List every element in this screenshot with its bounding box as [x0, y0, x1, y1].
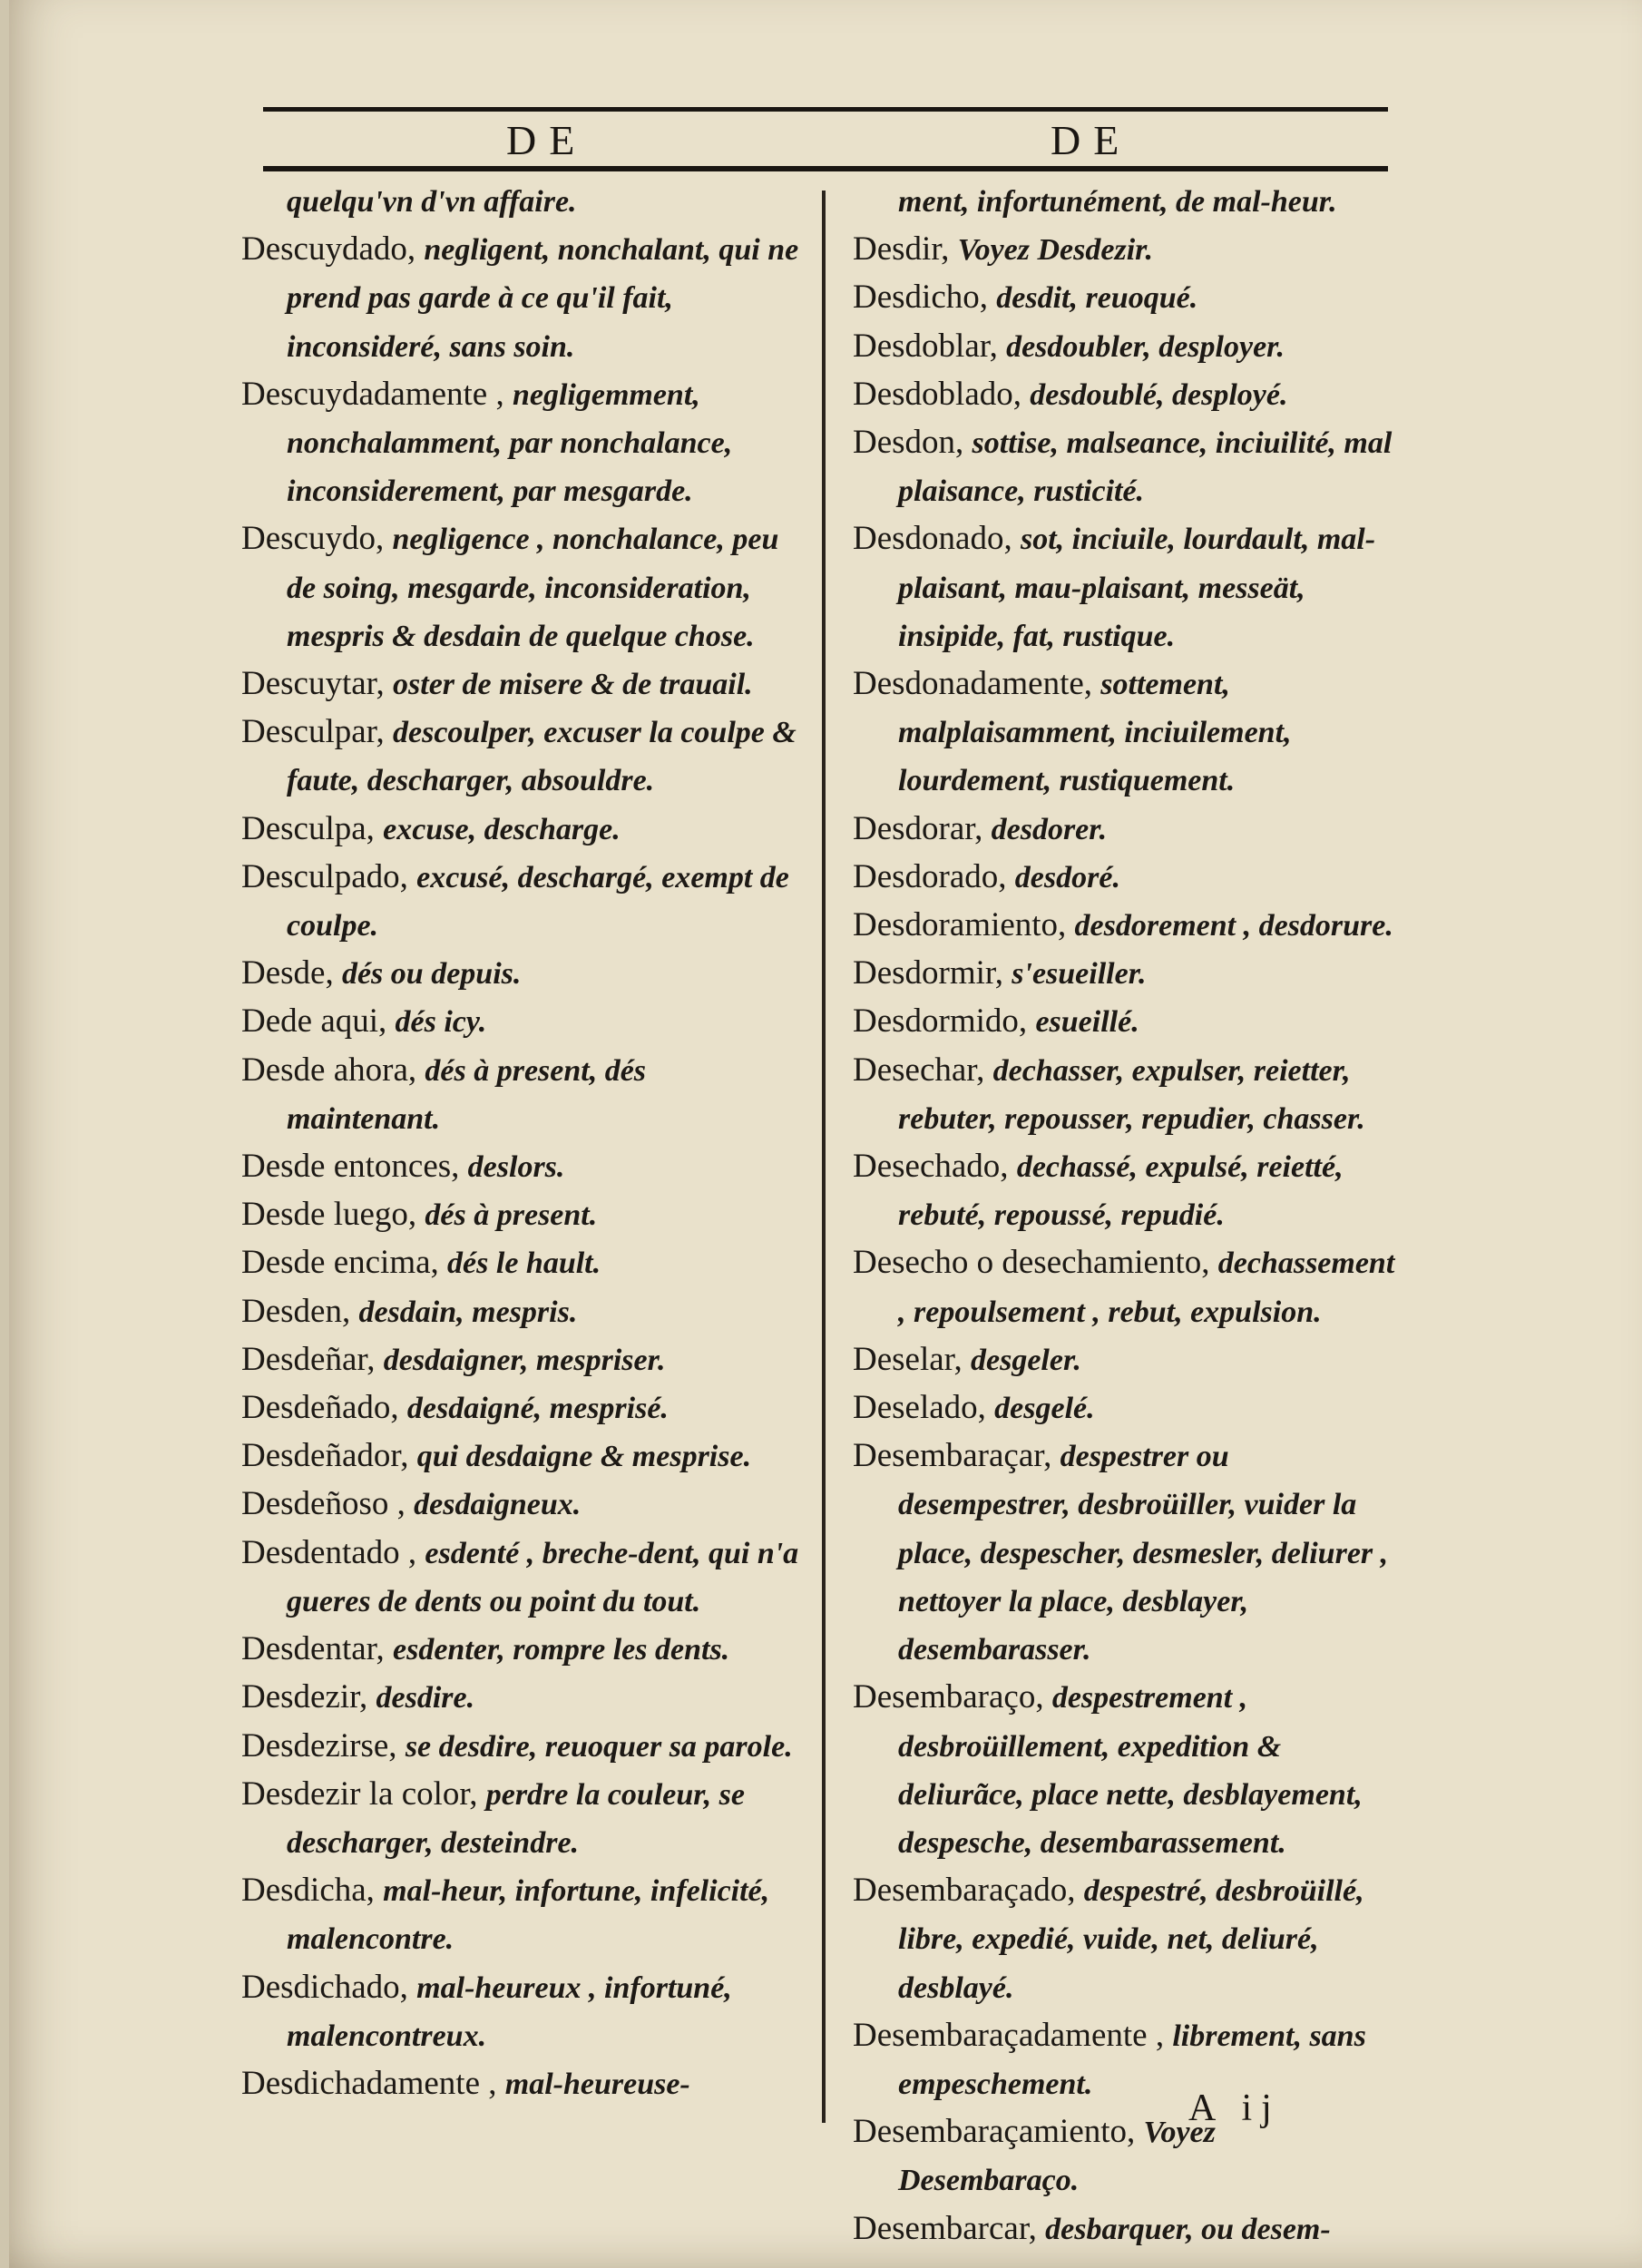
headword: Desembaraçado, — [853, 1872, 1076, 1910]
translation: dechassé, expulsé, reietté, rebuté, repoussé, repudié. — [898, 1150, 1344, 1233]
headword: Desdoblar, — [853, 327, 998, 365]
headword: Desechar, — [853, 1051, 985, 1089]
headword: Desdorado, — [853, 857, 1007, 895]
translation: dechassement , repoulsement , rebut, expulsion. — [898, 1246, 1395, 1329]
dictionary-entry — [241, 515, 806, 660]
dictionary-entry — [241, 1288, 806, 1336]
translation: negligemment, nonchalamment, par nonchalance, inconsiderement, par mesgarde. — [287, 377, 733, 509]
headword: Desembaraçar, — [853, 1437, 1052, 1475]
headword: Desdichadamente , — [241, 2064, 497, 2102]
dictionary-entry — [853, 1336, 1397, 1384]
dictionary-entry — [241, 1047, 806, 1143]
translation: quelqu'vn d'vn affaire. — [287, 185, 577, 219]
translation: sottise, malseance, inciuilité, mal plaisance, rusticité. — [898, 426, 1393, 509]
translation: despestrement , desbroüillement, expedition & deliurãce, place nette, desblayement, despesche, desembarassement. — [898, 1681, 1363, 1860]
dictionary-entry — [853, 998, 1397, 1046]
headword: Desdentar, — [241, 1630, 385, 1668]
dictionary-entry — [853, 806, 1397, 854]
headword: Descuydo, — [241, 520, 385, 558]
dictionary-entry — [853, 1432, 1397, 1674]
translation: esdenté , breche-dent, qui n'a gueres de dents ou point du tout. — [287, 1536, 799, 1618]
dictionary-entry — [241, 1626, 806, 1674]
translation: desdaigner, mespriser. — [383, 1343, 666, 1377]
headword: Desdicho, — [853, 279, 988, 317]
headword: Desde luego, — [241, 1196, 417, 1234]
dictionary-entry — [241, 1964, 806, 2060]
dictionary-entry — [853, 2205, 1397, 2253]
translation: desdoublé, desployé. — [1030, 377, 1288, 412]
translation: Voyez Desdezir. — [957, 233, 1153, 268]
headword: Deselado, — [853, 1389, 986, 1427]
headword: Desdoramiento, — [853, 906, 1067, 944]
dictionary-entry — [853, 371, 1397, 419]
translation: mal-heur, infortune, infelicité, malencontre. — [287, 1874, 770, 1957]
headword: Deselar, — [853, 1340, 963, 1378]
headword: Desdoblado, — [853, 375, 1021, 413]
headword: Desdon, — [853, 424, 964, 462]
translation: sot, inciuile, lourdault, mal-plaisant, mau-plaisant, messeät, insipide, fat, rustique. — [898, 523, 1376, 653]
translation: perdre la couleur, se descharger, desteindre. — [287, 1777, 745, 1860]
translation: negligence , nonchalance, peu de soing, mesgarde, inconsideration, mespris & desdain de quelque chose. — [287, 523, 779, 653]
translation: s'esueiller. — [1012, 957, 1147, 992]
headword: Descuydado, — [241, 230, 416, 269]
headword: Desdeñador, — [241, 1437, 409, 1475]
translation: desdoubler, desployer. — [1006, 329, 1285, 364]
translation: despestrer ou desempestrer, desbroüiller, vuider la place, despescher, desmesler, deliurer , nettoyer la place, desblayer, desembarasser. — [898, 1440, 1389, 1667]
headword: Desdichado, — [241, 1968, 408, 2006]
headword: Descuytar, — [241, 665, 385, 703]
headword: Desdentado , — [241, 1533, 417, 1571]
header-rule-top — [263, 107, 1388, 112]
translation: mal-heureux , infortuné, malencontreux. — [287, 1970, 732, 2053]
translation: oster de misere & de trauail. — [393, 668, 753, 702]
translation: desdit, reuoqué. — [996, 281, 1198, 316]
translation: excuse, descharge. — [383, 812, 621, 846]
dictionary-entry — [241, 2060, 806, 2108]
headword: Desdonado, — [853, 520, 1012, 558]
dictionary-entry — [241, 1191, 806, 1239]
headword: Desde entonces, — [241, 1148, 460, 1186]
headword: Desdicha, — [241, 1872, 375, 1910]
headword: Desdeñar, — [241, 1340, 376, 1378]
headword: Desden, — [241, 1292, 351, 1330]
translation: dés ou depuis. — [341, 957, 522, 992]
headword: Desecho o desechamiento, — [853, 1244, 1210, 1282]
running-head-left: DE — [506, 117, 588, 163]
headword: Dede aqui, — [241, 1002, 387, 1041]
translation: deslors. — [467, 1150, 565, 1185]
headword: Desdonadamente, — [853, 665, 1093, 703]
headword: Desembaraçamiento, — [853, 2113, 1136, 2151]
translation: excusé, deschargé, exempt de coulpe. — [287, 860, 789, 943]
headword: Desembaraçadamente , — [853, 2016, 1165, 2054]
dictionary-entry — [853, 1384, 1397, 1432]
translation: esdenter, rompre les dents. — [393, 1633, 730, 1667]
dictionary-entry — [853, 660, 1397, 806]
dictionary-entry — [853, 1674, 1397, 1867]
dictionary-entry — [853, 226, 1397, 274]
headword: Desdezirse, — [241, 1726, 397, 1765]
translation: desdire. — [376, 1681, 475, 1716]
dictionary-entry — [241, 1674, 806, 1722]
signature-mark: A ij — [1188, 2087, 1281, 2129]
headword: Desculpa, — [241, 809, 375, 847]
headword: Descuydadamente , — [241, 375, 504, 413]
dictionary-entry — [241, 950, 806, 998]
translation: desdaigné, mesprisé. — [406, 1392, 669, 1426]
headword: Desculpado, — [241, 857, 408, 895]
dictionary-entry — [241, 1771, 806, 1867]
translation: desdaigneux. — [414, 1488, 582, 1522]
headword: Desdormir, — [853, 954, 1004, 992]
dictionary-entry — [853, 902, 1397, 950]
left-column — [241, 178, 806, 2108]
dictionary-entry — [853, 515, 1397, 660]
translation: se desdire, reuoquer sa parole. — [405, 1729, 793, 1764]
translation: desgeler. — [971, 1343, 1081, 1377]
dictionary-entry — [853, 854, 1397, 902]
headword: Desdir, — [853, 230, 950, 269]
translation: desdain, mespris. — [358, 1295, 578, 1329]
headword: Desde, — [241, 954, 334, 992]
translation: desdorer. — [991, 812, 1108, 846]
dictionary-entry — [241, 660, 806, 709]
translation: desdoré. — [1014, 860, 1120, 894]
dictionary-entry — [241, 1336, 806, 1384]
dictionary-entry — [853, 2108, 1397, 2204]
right-column — [853, 178, 1397, 2253]
header-rule-bottom — [263, 166, 1388, 171]
translation: descoulper, excuser la coulpe & faute, descharger, absouldre. — [287, 716, 797, 798]
dictionary-entry — [853, 950, 1397, 998]
translation: ment, infortunément, de mal-heur. — [898, 185, 1337, 219]
headword: Desdorar, — [853, 809, 983, 847]
translation: librement, sans empeschement. — [898, 2019, 1366, 2101]
dictionary-entry — [241, 371, 806, 516]
translation: despestré, desbroüillé, libre, expedié, vuide, net, deliuré, desblayé. — [898, 1874, 1364, 2005]
dictionary-entry — [853, 323, 1397, 371]
headword: Desdezir la color, — [241, 1774, 478, 1813]
headword: Desembaraço, — [853, 1678, 1044, 1716]
headword: Desdezir, — [241, 1678, 368, 1716]
dictionary-entry — [853, 2012, 1397, 2108]
dictionary-entry — [853, 1239, 1397, 1335]
headword: Desdormido, — [853, 1002, 1028, 1041]
dictionary-entry — [241, 1867, 806, 1963]
headword: Desembarcar, — [853, 2209, 1037, 2247]
translation: dés à present. — [425, 1198, 598, 1233]
running-head-right: DE — [1051, 117, 1132, 163]
translation: dechasser, expulser, reietter, rebuter, repousser, repudier, chasser. — [898, 1053, 1365, 1136]
translation: dés icy. — [395, 1005, 487, 1040]
book-page — [9, 0, 1642, 2268]
translation: mal-heureuse- — [504, 2067, 690, 2101]
translation: desdorement , desdorure. — [1074, 909, 1393, 943]
dictionary-entry — [241, 178, 806, 226]
translation: sottement, malplaisamment, inciuilement, lourdement, rustiquement. — [898, 668, 1292, 798]
dictionary-entry — [241, 854, 806, 950]
dictionary-entry — [241, 1481, 806, 1529]
dictionary-entry — [853, 1143, 1397, 1239]
dictionary-entry — [241, 998, 806, 1046]
dictionary-entry — [241, 1143, 806, 1191]
headword: Desechado, — [853, 1148, 1009, 1186]
dictionary-entry — [241, 709, 806, 805]
dictionary-entry — [241, 1530, 806, 1626]
dictionary-entry — [853, 419, 1397, 515]
translation: desbarquer, ou desem- — [1045, 2212, 1331, 2246]
dictionary-entry — [853, 1047, 1397, 1143]
headword: Desde ahora, — [241, 1051, 417, 1089]
translation: esueillé. — [1035, 1005, 1139, 1040]
dictionary-entry — [241, 1239, 806, 1287]
dictionary-entry — [241, 1432, 806, 1481]
dictionary-entry — [853, 178, 1397, 226]
headword: Desdeñado, — [241, 1389, 399, 1427]
dictionary-entry — [241, 1384, 806, 1432]
dictionary-entry — [853, 274, 1397, 322]
dictionary-entry — [241, 226, 806, 371]
translation: desgelé. — [994, 1392, 1095, 1426]
translation: dés à present, dés maintenant. — [287, 1053, 647, 1136]
headword: Desculpar, — [241, 713, 385, 751]
translation: negligent, nonchalant, qui ne prend pas garde à ce qu'il fait, inconsideré, sans soin. — [287, 233, 799, 364]
translation: qui desdaigne & mesprise. — [416, 1440, 752, 1474]
translation: dés le hault. — [447, 1246, 601, 1281]
dictionary-entry — [853, 1867, 1397, 2012]
dictionary-entry — [241, 806, 806, 854]
dictionary-entry — [241, 1723, 806, 1771]
headword: Desdeñoso , — [241, 1485, 406, 1523]
headword: Desde encima, — [241, 1244, 439, 1282]
translation: Voyez Desembaraço. — [898, 2116, 1216, 2198]
column-divider — [822, 191, 826, 2123]
